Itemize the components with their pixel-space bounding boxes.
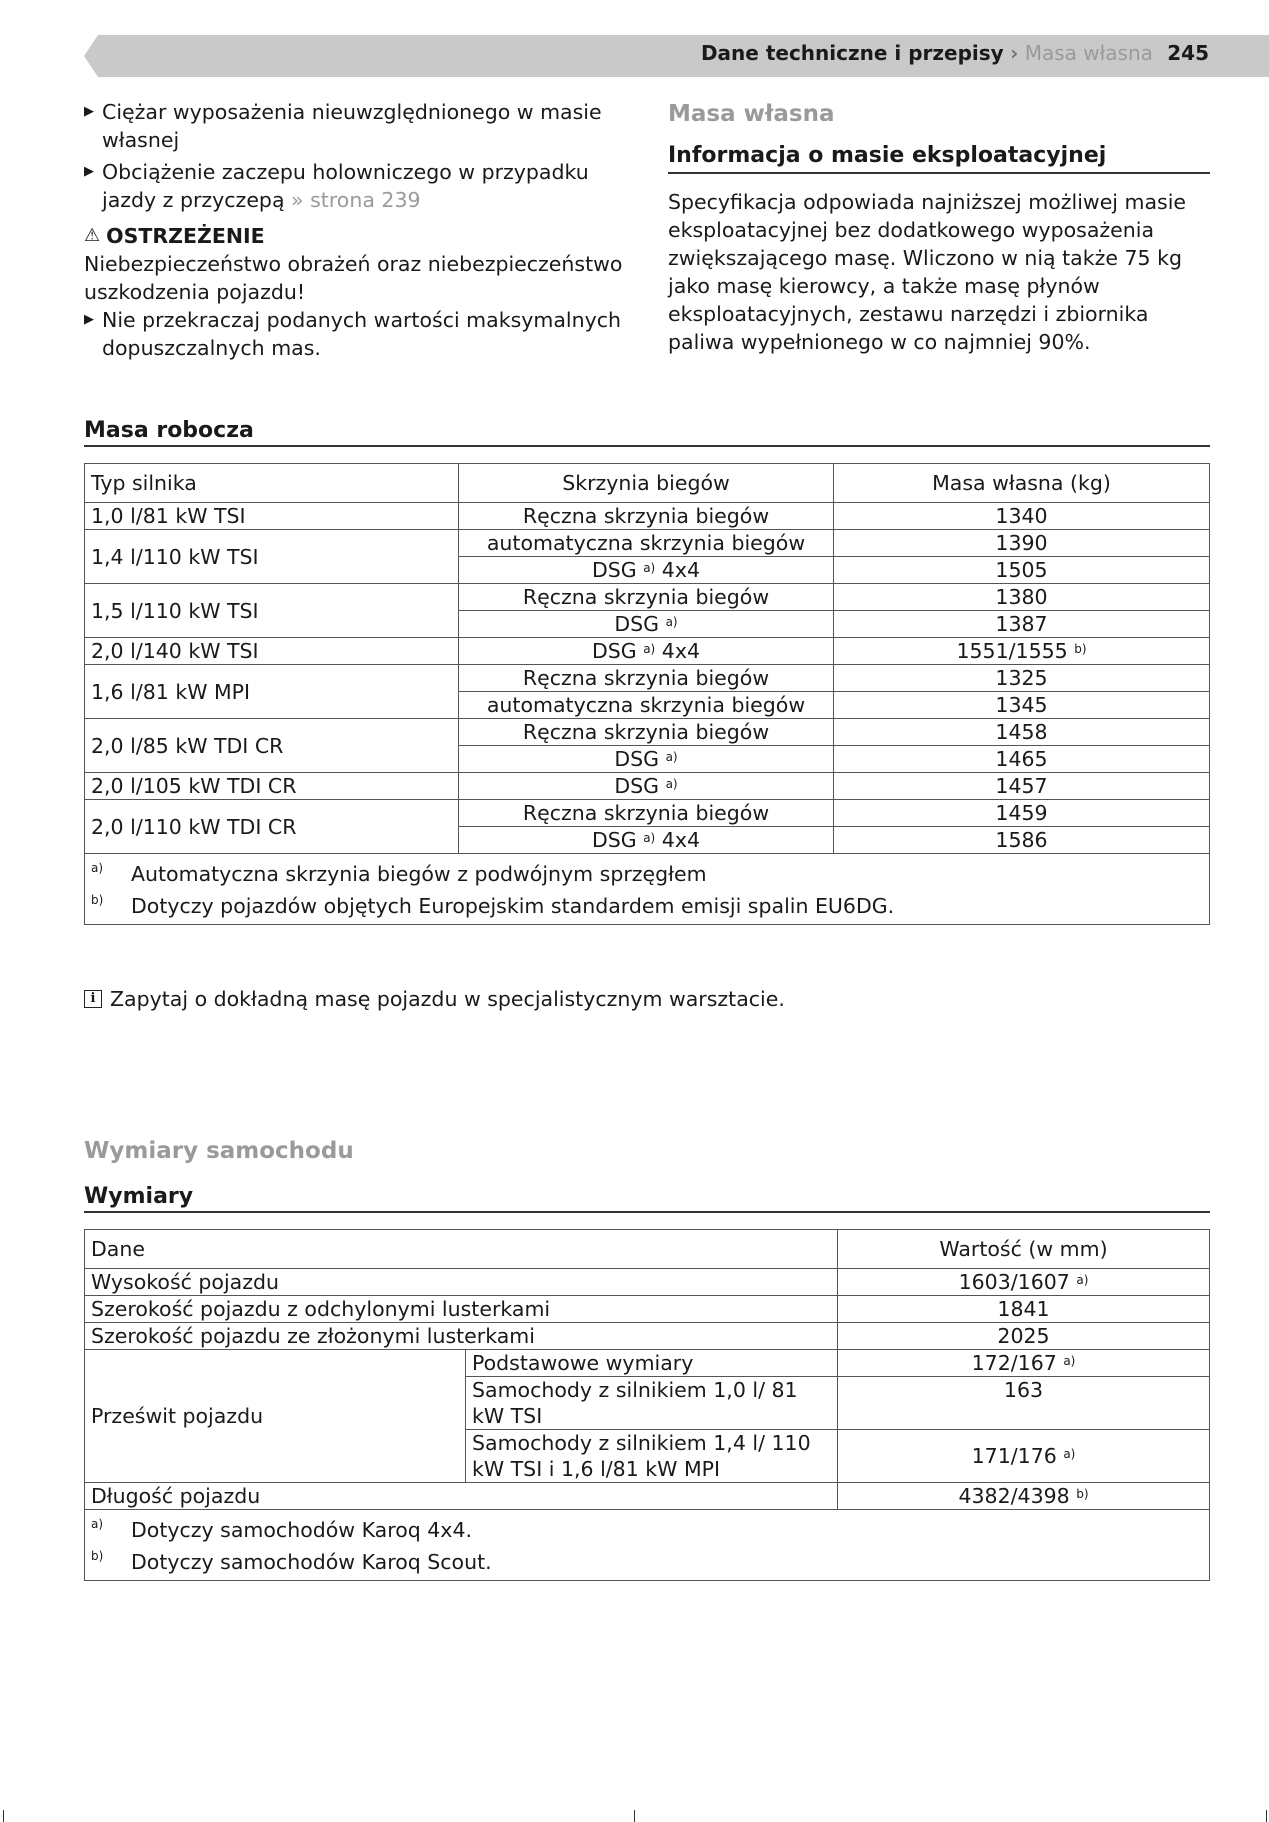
crop-mark	[3, 1810, 4, 1822]
table-row: Szerokość pojazdu ze złożonymi lusterkami 2025	[85, 1323, 1210, 1350]
table-row: Wysokość pojazdu 1603/1607 $^{a)}$	[85, 1269, 1210, 1296]
list-item: ▶ Nie przekraczaj podanych wartości maksymalnych dopuszczalnych mas.	[84, 308, 622, 360]
subsection-heading: Wymiary	[84, 1184, 1210, 1213]
mass-table	[84, 463, 1210, 925]
table-row: Prześwit pojazdu Podstawowe wymiary 172/167 $^{a)}$	[85, 1350, 1210, 1377]
page-number: 245	[1167, 41, 1209, 65]
section-heading: Masa robocza	[84, 418, 1210, 447]
info-note: i Zapytaj o dokładną masę pojazdu w specjalistycznym warsztacie.	[84, 987, 785, 1011]
table-row: 1,6 l/81 kW MPI Ręczna skrzynia biegów 1325	[85, 665, 1210, 692]
table-row: Długość pojazdu 4382/4398 $^{b)}$	[85, 1483, 1210, 1510]
header-current: Masa własna	[1024, 41, 1153, 65]
warning-title: ⚠ OSTRZEŻENIE	[84, 224, 265, 248]
table-row: 1,4 l/110 kW TSI automatyczna skrzynia biegów 1390	[85, 530, 1210, 557]
table-row: DSG $^{a)}$ 1465	[85, 746, 1210, 773]
subsection-heading: Informacja o masie eksploatacyjnej	[668, 142, 1210, 174]
dimensions-table	[84, 1229, 1210, 1581]
bullet-triangle-icon: ▶	[84, 104, 94, 119]
section-heading: Wymiary samochodu	[84, 1138, 354, 1164]
header-section: Dane techniczne i przepisy	[700, 41, 1004, 65]
table-footnotes	[85, 854, 1210, 925]
table-row: 2,0 l/140 kW TSI DSG $^{a)}$ 4x4 1551/1555 $^{b)}$	[85, 638, 1210, 665]
table-row: Samochody z silnikiem 1,0 l/ 81 kW TSI 163	[85, 1377, 1210, 1430]
table-row: DSG $^{a)}$ 1387	[85, 611, 1210, 638]
wymiary-section	[84, 1136, 1210, 1581]
right-column	[668, 98, 1210, 356]
table-row: 1,5 l/110 kW TSI Ręczna skrzynia biegów 1380	[85, 584, 1210, 611]
masa-robocza-section	[84, 418, 1210, 925]
table-row: 2,0 l/85 kW TDI CR Ręczna skrzynia biegów 1458	[85, 719, 1210, 746]
header-separator: ›	[1010, 41, 1019, 65]
footnote: b) Dotyczy samochodów Karoq Scout.	[91, 1549, 492, 1574]
table-row: Szerokość pojazdu z odchylonymi lusterkami 1841	[85, 1296, 1210, 1323]
bullet-triangle-icon: ▶	[84, 164, 94, 179]
table-row: DSG $^{a)}$ 4x4 1586	[85, 827, 1210, 854]
paragraph: Specyfikacja odpowiada najniższej możliwej masie eksploatacyjnej bez dodatkowego wyposażenia zwiększającego masę. Wliczono w nią także 75 kg jako masę kierowcy, a także masę płynów eksploatacyjnych, zestawu narzędzi i zbiornika paliwa wypełnionego w co najmniej 90%.	[668, 190, 1187, 354]
list-item: ▶ Obciążenie zaczepu holowniczego w przypadku jazdy z przyczepą » strona 239	[84, 160, 589, 212]
footnote: b) Dotyczy pojazdów objętych Europejskim standardem emisji spalin EU6DG.	[91, 893, 895, 918]
crop-mark	[1266, 1810, 1267, 1822]
list-item: ▶ Ciężar wyposażenia nieuwzględnionego w masie własnej	[84, 100, 602, 152]
footnote: a) Dotyczy samochodów Karoq 4x4.	[91, 1517, 473, 1542]
table-row: automatyczna skrzynia biegów 1345	[85, 692, 1210, 719]
table-row: 2,0 l/105 kW TDI CR DSG $^{a)}$ 1457	[85, 773, 1210, 800]
info-icon: i	[84, 990, 102, 1008]
table-footnotes	[85, 1510, 1210, 1581]
table-header-row: Typ silnika Skrzynia biegów Masa własna (kg)	[85, 464, 1210, 503]
table-row: DSG $^{a)}$ 4x4 1505	[85, 557, 1210, 584]
table-row: 1,0 l/81 kW TSI Ręczna skrzynia biegów 1340	[85, 503, 1210, 530]
footnote: a) Automatyczna skrzynia biegów z podwójnym sprzęgłem	[91, 861, 707, 886]
table-row: 2,0 l/110 kW TDI CR Ręczna skrzynia biegów 1459	[85, 800, 1210, 827]
warning-triangle-icon: ⚠	[84, 225, 101, 246]
bullet-triangle-icon: ▶	[84, 312, 94, 327]
warning-text: Niebezpieczeństwo obrażeń oraz niebezpieczeństwo uszkodzenia pojazdu!	[84, 252, 623, 304]
table-row: Samochody z silnikiem 1,4 l/ 110 kW TSI i 1,6 l/81 kW MPI 171/176 $^{a)}$	[85, 1430, 1210, 1483]
section-heading: Masa własna	[668, 101, 835, 127]
page-reference-link[interactable]: » strona 239	[291, 188, 421, 212]
table-header-row: Dane Wartość (w mm)	[85, 1230, 1210, 1269]
running-header	[701, 41, 1209, 65]
left-column	[84, 98, 624, 366]
crop-mark	[634, 1810, 635, 1822]
